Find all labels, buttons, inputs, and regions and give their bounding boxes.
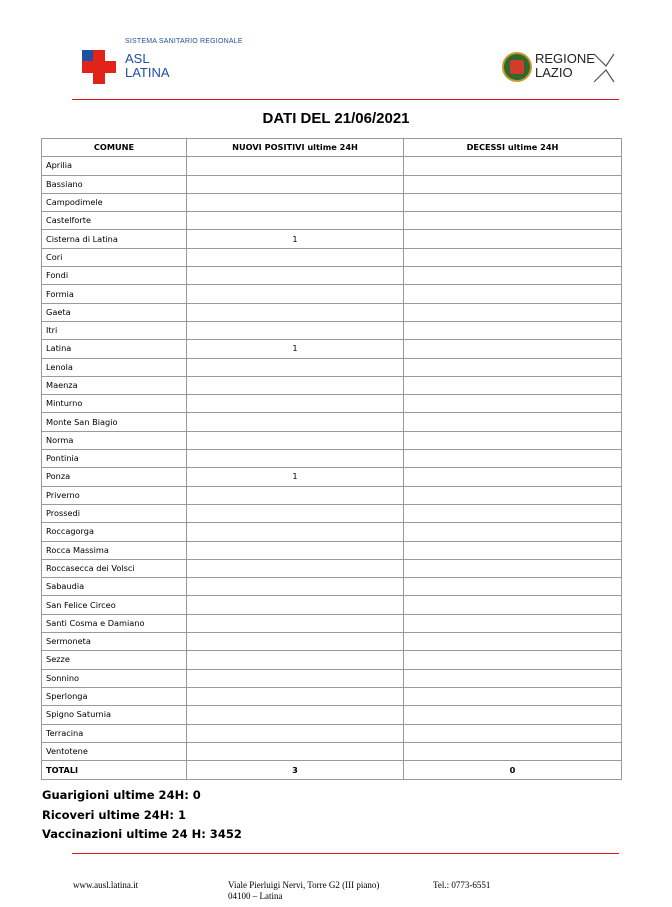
regione-chevron-icon: [592, 52, 616, 84]
cell-nuovi-positivi: [187, 633, 404, 651]
cell-decessi: [404, 395, 622, 413]
cell-nuovi-positivi: [187, 431, 404, 449]
cell-nuovi-positivi: [187, 212, 404, 230]
cell-nuovi-positivi: [187, 175, 404, 193]
cell-nuovi-positivi: [187, 321, 404, 339]
table-row: [42, 376, 622, 394]
cell-comune: Priverno: [42, 486, 187, 504]
cell-comune: Ventotene: [42, 742, 187, 760]
table-row: [42, 340, 622, 358]
letterhead: [0, 0, 672, 100]
table-row: [42, 541, 622, 559]
cell-nuovi-positivi: [187, 523, 404, 541]
cell-comune: Bassiano: [42, 175, 187, 193]
cell-comune: Campodimele: [42, 193, 187, 211]
cell-comune: Roccasecca dei Volsci: [42, 559, 187, 577]
cell-comune: Maenza: [42, 376, 187, 394]
cell-comune: Monte San Biagio: [42, 413, 187, 431]
cell-nuovi-positivi: [187, 376, 404, 394]
cell-comune: Lenola: [42, 358, 187, 376]
cell-decessi: [404, 504, 622, 522]
cell-decessi: [404, 431, 622, 449]
cell-nuovi-positivi: [187, 285, 404, 303]
table-row: [42, 358, 622, 376]
top-divider: [72, 99, 619, 100]
table-row: [42, 724, 622, 742]
cell-decessi: [404, 724, 622, 742]
cell-comune: Aprilia: [42, 157, 187, 175]
table-row: [42, 559, 622, 577]
cell-comune: Prossedi: [42, 504, 187, 522]
cell-comune: Sezze: [42, 651, 187, 669]
cell-decessi: [404, 633, 622, 651]
cell-nuovi-positivi: [187, 267, 404, 285]
cell-nuovi-positivi: [187, 504, 404, 522]
table-row: [42, 267, 622, 285]
cell-decessi: [404, 742, 622, 760]
cell-decessi: [404, 157, 622, 175]
table-row: [42, 468, 622, 486]
total-decessi: 0: [404, 761, 622, 780]
cell-comune: Fondi: [42, 267, 187, 285]
cell-comune: Sabaudia: [42, 578, 187, 596]
table-row: [42, 486, 622, 504]
cell-comune: Latina: [42, 340, 187, 358]
ricoveri-line: Ricoveri ultime 24H: 1: [42, 807, 187, 822]
cell-comune: Formia: [42, 285, 187, 303]
totals-row: [42, 761, 622, 780]
cell-decessi: [404, 651, 622, 669]
cell-nuovi-positivi: [187, 413, 404, 431]
cell-decessi: [404, 175, 622, 193]
vaccinazioni-line: Vaccinazioni ultime 24 H: 3452: [42, 827, 242, 841]
table-row: [42, 578, 622, 596]
cell-comune: Pontinia: [42, 450, 187, 468]
asl-name: ASL LATINA: [125, 51, 170, 80]
table-row: [42, 212, 622, 230]
table-row: [42, 157, 622, 175]
cell-comune: Terracina: [42, 724, 187, 742]
cell-comune: Santi Cosma e Damiano: [42, 614, 187, 632]
asl-latina-logo: [82, 38, 252, 88]
cell-decessi: [404, 267, 622, 285]
cell-decessi: [404, 523, 622, 541]
cell-decessi: [404, 413, 622, 431]
cell-comune: Gaeta: [42, 303, 187, 321]
cell-nuovi-positivi: [187, 486, 404, 504]
cell-comune: Norma: [42, 431, 187, 449]
cell-decessi: [404, 340, 622, 358]
table-row: [42, 596, 622, 614]
cell-decessi: [404, 248, 622, 266]
cell-decessi: [404, 486, 622, 504]
summary-stats: [42, 786, 242, 845]
table-row: [42, 248, 622, 266]
bottom-divider: [72, 853, 619, 854]
table-row: [42, 413, 622, 431]
regione-emblem-icon: [502, 52, 532, 82]
cell-decessi: [404, 321, 622, 339]
cell-nuovi-positivi: [187, 706, 404, 724]
cell-decessi: [404, 559, 622, 577]
table-row: [42, 321, 622, 339]
cell-nuovi-positivi: [187, 358, 404, 376]
cell-nuovi-positivi: [187, 559, 404, 577]
cell-comune: Castelforte: [42, 212, 187, 230]
cell-decessi: [404, 450, 622, 468]
cell-decessi: [404, 687, 622, 705]
regione-name: REGIONE LAZIO: [535, 51, 595, 80]
guarigioni-line: Guarigioni ultime 24H: 0: [42, 788, 201, 802]
table-row: [42, 614, 622, 632]
cell-decessi: [404, 358, 622, 376]
cell-comune: San Felice Circeo: [42, 596, 187, 614]
cell-decessi: [404, 614, 622, 632]
cell-comune: Sermoneta: [42, 633, 187, 651]
municipality-table: [41, 138, 622, 780]
cell-nuovi-positivi: [187, 541, 404, 559]
table-row: [42, 175, 622, 193]
cell-nuovi-positivi: [187, 303, 404, 321]
cell-nuovi-positivi: [187, 395, 404, 413]
table-row: [42, 193, 622, 211]
table-row: [42, 706, 622, 724]
table-header-row: [42, 139, 622, 157]
cell-decessi: [404, 468, 622, 486]
cell-comune: Minturno: [42, 395, 187, 413]
cell-nuovi-positivi: 1: [187, 230, 404, 248]
header-nuovi-positivi: NUOVI POSITIVI ultime 24H: [187, 139, 404, 157]
page-title: DATI DEL 21/06/2021: [262, 110, 410, 127]
cell-decessi: [404, 376, 622, 394]
footer-website[interactable]: www.ausl.latina.it: [73, 880, 139, 890]
cell-nuovi-positivi: [187, 724, 404, 742]
table-row: [42, 523, 622, 541]
footer-address: Viale Pierluigi Nervi, Torre G2 (III piano) 04100 – Latina: [228, 880, 380, 901]
cell-nuovi-positivi: [187, 742, 404, 760]
cell-decessi: [404, 541, 622, 559]
cell-nuovi-positivi: [187, 157, 404, 175]
cell-nuovi-positivi: [187, 596, 404, 614]
cell-comune: Sonnino: [42, 669, 187, 687]
cell-nuovi-positivi: 1: [187, 340, 404, 358]
cell-comune: Ponza: [42, 468, 187, 486]
regione-lazio-logo: [502, 50, 617, 86]
cell-decessi: [404, 212, 622, 230]
cell-nuovi-positivi: [187, 687, 404, 705]
cell-comune: Itri: [42, 321, 187, 339]
cell-decessi: [404, 303, 622, 321]
cell-decessi: [404, 285, 622, 303]
table-row: [42, 669, 622, 687]
cell-nuovi-positivi: [187, 578, 404, 596]
table-row: [42, 742, 622, 760]
total-nuovi-positivi: 3: [187, 761, 404, 780]
footer-phone: Tel.: 0773-6551: [433, 880, 491, 890]
cell-comune: Cori: [42, 248, 187, 266]
table-row: [42, 651, 622, 669]
table-row: [42, 303, 622, 321]
cell-decessi: [404, 578, 622, 596]
table-row: [42, 504, 622, 522]
cell-comune: Sperlonga: [42, 687, 187, 705]
cell-decessi: [404, 596, 622, 614]
red-cross-icon: [82, 50, 116, 84]
cell-nuovi-positivi: [187, 669, 404, 687]
cell-nuovi-positivi: [187, 651, 404, 669]
cell-nuovi-positivi: [187, 450, 404, 468]
cell-decessi: [404, 669, 622, 687]
table-row: [42, 450, 622, 468]
cell-comune: Rocca Massima: [42, 541, 187, 559]
cell-nuovi-positivi: [187, 193, 404, 211]
cell-decessi: [404, 706, 622, 724]
table-row: [42, 395, 622, 413]
cell-comune: Cisterna di Latina: [42, 230, 187, 248]
table-row: [42, 285, 622, 303]
cell-comune: Spigno Saturnia: [42, 706, 187, 724]
cell-nuovi-positivi: [187, 248, 404, 266]
cell-decessi: [404, 193, 622, 211]
table-row: [42, 230, 622, 248]
total-label: TOTALI: [42, 761, 187, 780]
cell-decessi: [404, 230, 622, 248]
cell-comune: Roccagorga: [42, 523, 187, 541]
cell-nuovi-positivi: [187, 614, 404, 632]
cell-nuovi-positivi: 1: [187, 468, 404, 486]
header-comune: COMUNE: [42, 139, 187, 157]
header-decessi: DECESSI ultime 24H: [404, 139, 622, 157]
table-row: [42, 431, 622, 449]
table-row: [42, 687, 622, 705]
asl-subtitle: SISTEMA SANITARIO REGIONALE: [125, 38, 243, 45]
table-row: [42, 633, 622, 651]
